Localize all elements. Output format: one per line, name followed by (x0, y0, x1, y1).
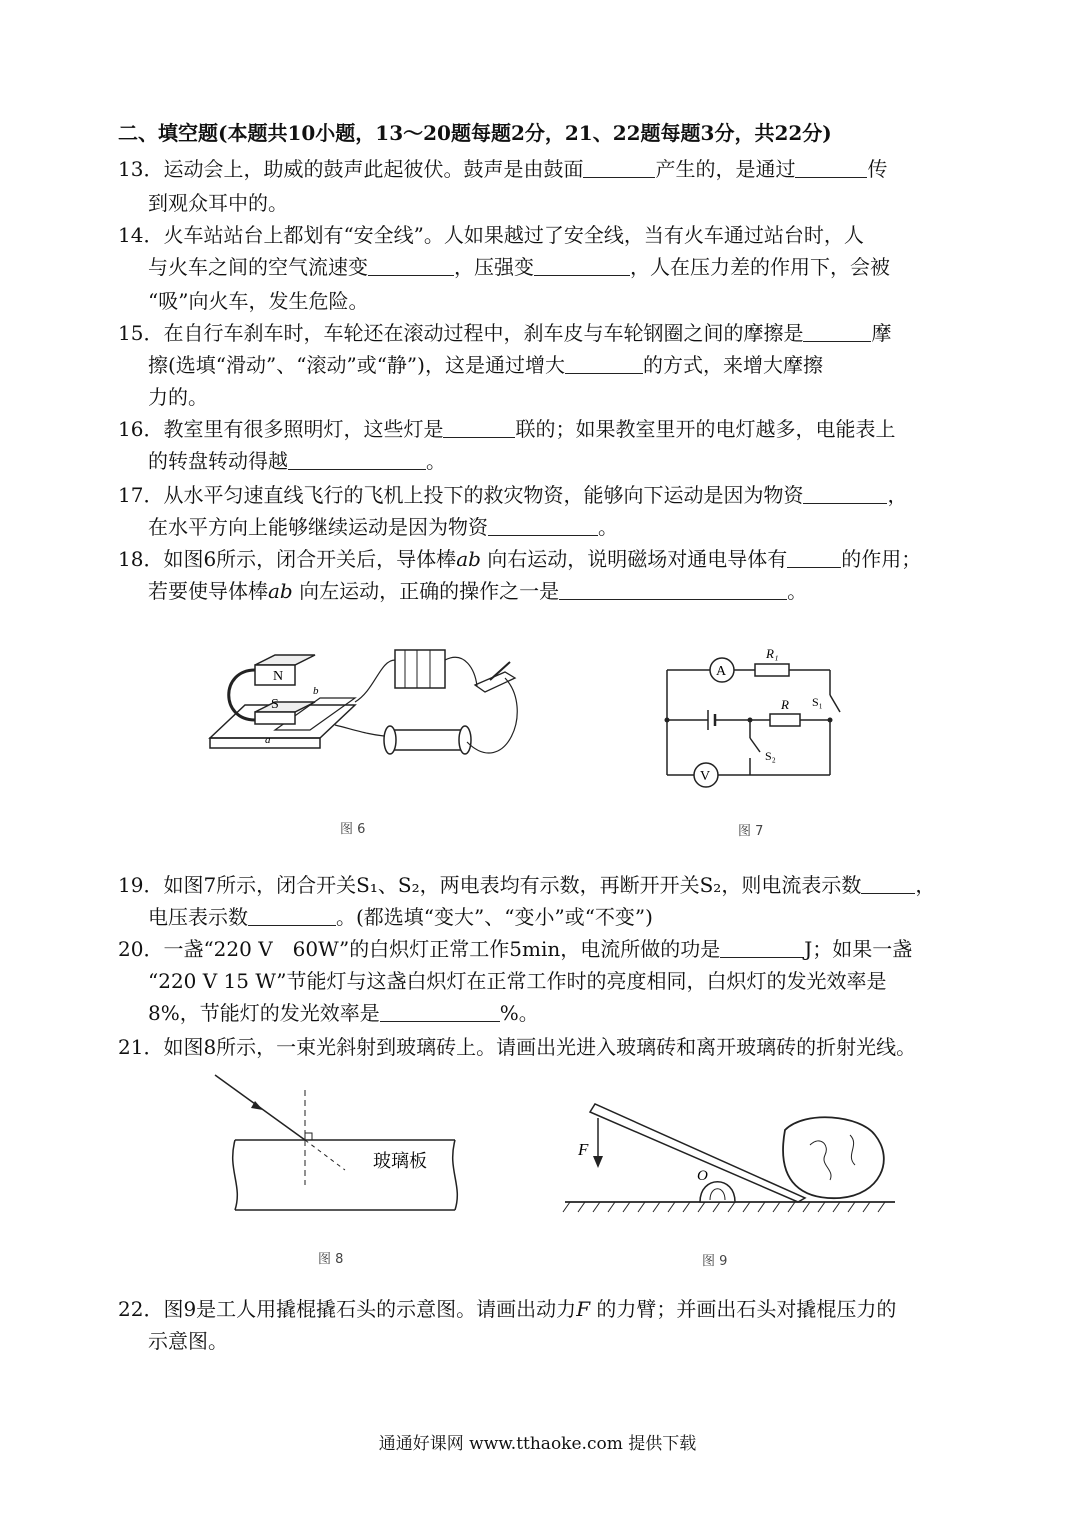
q15-text-a: 15．在自行车刹车时，车轮还在滚动过程中，刹车皮与车轮钢圈之间的摩擦是 (118, 321, 804, 345)
question-15-line-1 (118, 320, 891, 346)
q13-text-b: 产生的，是通过 (655, 157, 796, 181)
q18-ab: ab (456, 547, 481, 571)
q15-text-b: 摩 (871, 321, 892, 345)
figure-7-caption: 图 7 (738, 824, 764, 839)
r1-label: R₁ (766, 646, 779, 661)
q18-text-b: 向右运动，说明磁场对通电导体有 (480, 547, 788, 571)
question-20-line-1 (118, 936, 912, 962)
force-f-label: F (578, 1140, 589, 1159)
question-15-line-3: 力的。 (148, 385, 208, 409)
r-label: R (781, 697, 789, 712)
question-19-line-1 (118, 872, 935, 898)
answer-blank[interactable] (861, 875, 915, 894)
section-heading: 二、填空题(本题共10小题，13～20题每题2分，21、22题每题3分，共22分) (118, 121, 832, 145)
q20-text-a: 20．一盏“220 V 60W”的白炽灯正常工作5min，电流所做的功是 (118, 937, 721, 961)
q14-text-a: 与火车之间的空气流速变 (148, 255, 368, 279)
figure-8-glass-block (205, 1070, 470, 1220)
question-14-line-2 (148, 254, 890, 280)
question-22-line-2: 示意图。 (148, 1329, 228, 1353)
q16-text-a: 16．教室里有很多照明灯，这些灯是 (118, 417, 444, 441)
q14-text-c: ，人在压力差的作用下，会被 (630, 255, 890, 279)
answer-blank[interactable] (488, 517, 598, 536)
q16-text-a2: 的转盘转动得越 (148, 449, 288, 473)
question-20-line-2: “220 V 15 W”节能灯与这盏白炽灯在正常工作时的亮度相同，白炽灯的发光效率是 (148, 969, 887, 993)
page-footer: 通通好课网 www.tthaoke.com 提供下载 (378, 1434, 697, 1454)
rod-a-label: a (265, 734, 271, 746)
answer-blank[interactable] (720, 939, 804, 958)
question-16-line-1 (118, 416, 895, 442)
q17-text-a: 17．从水平匀速直线飞行的飞机上投下的救灾物资，能够向下运动是因为物资 (118, 483, 804, 507)
answer-blank[interactable] (803, 323, 871, 342)
question-18-line-2 (148, 578, 807, 604)
pivot-o-label: O (697, 1168, 708, 1184)
answer-blank[interactable] (559, 581, 787, 600)
q22-text-a: 22．图9是工人用撬棍撬石头的示意图。请画出动力 (118, 1297, 577, 1321)
answer-blank[interactable] (787, 549, 841, 568)
question-17-line-2 (148, 514, 618, 540)
question-21-line-1: 21．如图8所示，一束光斜射到玻璃砖上。请画出光进入玻璃砖和离开玻璃砖的折射光线。 (118, 1035, 917, 1059)
figure-6-motor-apparatus (205, 630, 525, 830)
q20-text-a3: 8%，节能灯的发光效率是 (148, 1001, 380, 1025)
magnet-s-label: S (271, 697, 279, 712)
q13-text-a: 13．运动会上，助威的鼓声此起彼伏。鼓声是由鼓面 (118, 157, 584, 181)
s1-label: S₁ (812, 695, 823, 709)
question-15-line-2 (148, 352, 823, 378)
q16-text-b2: 。 (426, 449, 446, 473)
answer-blank[interactable] (380, 1003, 500, 1022)
figure-7-circuit (660, 640, 850, 790)
s2-label: S₂ (765, 749, 776, 763)
q18-text-a: 18．如图6所示，闭合开关后，导体棒 (118, 547, 457, 571)
question-20-line-3 (148, 1000, 539, 1026)
answer-blank[interactable] (368, 257, 454, 276)
q14-text-b: ，压强变 (454, 255, 534, 279)
answer-blank[interactable] (288, 451, 426, 470)
figure-8-caption: 图 8 (318, 1252, 344, 1267)
q18-text-a2: 若要使导体棒 (148, 579, 268, 603)
q20-text-b: J；如果一盏 (804, 937, 913, 961)
question-18-line-1 (118, 546, 921, 572)
q22-text-b: 的力臂；并画出石头对撬棍压力的 (590, 1297, 897, 1321)
q16-text-b: 联的；如果教室里开的电灯越多，电能表上 (515, 417, 896, 441)
question-16-line-2 (148, 448, 446, 474)
answer-blank[interactable] (565, 355, 643, 374)
question-14-line-1: 14．火车站站台上都划有“安全线”。人如果越过了安全线，当有火车通过站台时，人 (118, 223, 864, 247)
q18-ab2: ab (268, 579, 293, 603)
answer-blank[interactable] (795, 159, 867, 178)
figure-6-caption: 图 6 (340, 822, 366, 837)
answer-blank[interactable] (534, 257, 630, 276)
q22-f: F (576, 1297, 591, 1321)
question-19-line-2 (148, 904, 653, 930)
magnet-n-label: N (273, 669, 284, 684)
voltmeter-label: V (700, 769, 711, 784)
figure-9-caption: 图 9 (702, 1254, 728, 1269)
q17-text-b: ， (887, 483, 908, 507)
q19-text-b: ， (915, 873, 936, 897)
q18-text-b2: 向左运动，正确的操作之一是 (292, 579, 560, 603)
question-17-line-1 (118, 482, 907, 508)
rod-b-label: b (313, 685, 319, 697)
figure-9-lever (560, 1090, 900, 1225)
q17-text-b2: 。 (598, 515, 618, 539)
q19-text-a2: 电压表示数 (148, 905, 248, 929)
q15-text-b2: 的方式，来增大摩擦 (642, 353, 823, 377)
q20-text-b3: %。 (499, 1001, 539, 1025)
answer-blank[interactable] (443, 419, 515, 438)
q18-text-c2: 。 (787, 579, 808, 603)
q18-text-c: 的作用； (841, 547, 922, 571)
q19-text-a: 19．如图7所示，闭合开关S₁、S₂，两电表均有示数，再断开开关S₂，则电流表示数 (118, 873, 862, 897)
answer-blank[interactable] (583, 159, 655, 178)
q17-text-a2: 在水平方向上能够继续运动是因为物资 (148, 515, 488, 539)
q15-text-a2: 擦(选填“滑动”、“滚动”或“静”)，这是通过增大 (148, 353, 565, 377)
question-22-line-1 (118, 1296, 896, 1322)
question-14-line-3: “吸”向火车，发生危险。 (148, 289, 369, 313)
q13-text-c: 传 (867, 157, 888, 181)
glass-label: 玻璃板 (373, 1151, 427, 1171)
question-13-line-1 (118, 156, 887, 182)
answer-blank[interactable] (248, 907, 336, 926)
answer-blank[interactable] (803, 485, 887, 504)
ammeter-label: A (716, 664, 727, 679)
question-13-line-2: 到观众耳中的。 (148, 191, 288, 215)
q19-text-b2: 。(都选填“变大”、“变小”或“不变”) (336, 905, 653, 929)
